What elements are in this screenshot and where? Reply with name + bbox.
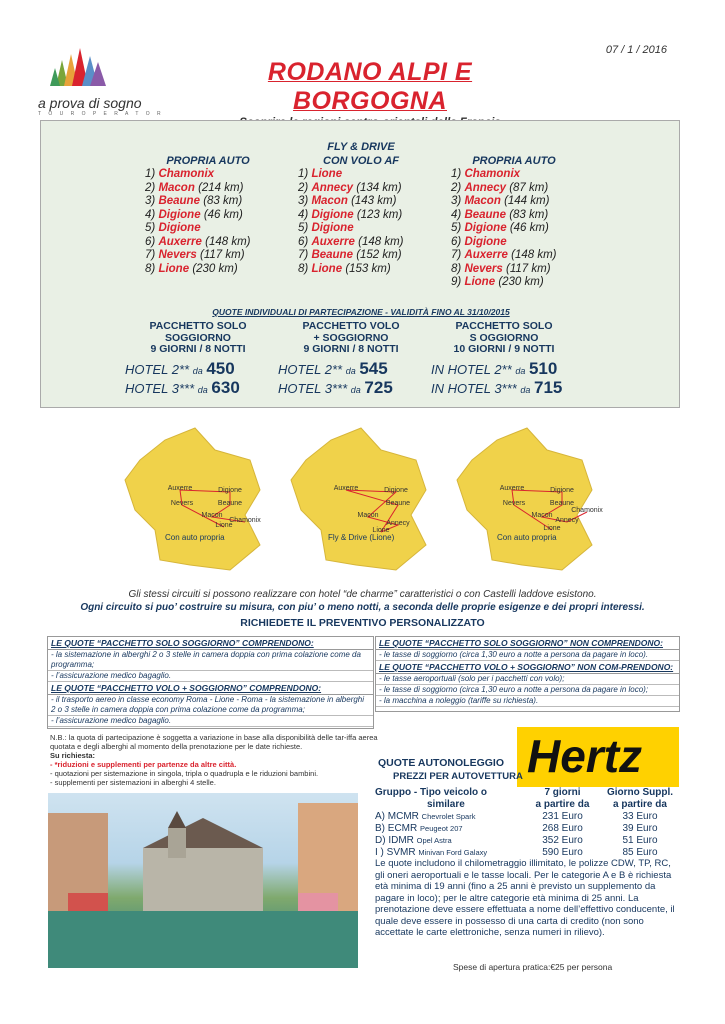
itinerary-stop <box>439 236 589 250</box>
stop-distance: (123 km) <box>356 208 403 221</box>
france-map-3 <box>457 428 603 570</box>
from-label: da <box>345 366 356 376</box>
rental-code: D) IDMR <box>375 835 414 846</box>
package-3 <box>429 321 579 356</box>
from-label: da <box>520 385 531 395</box>
caption-bold: Ogni circuito si puo’ costruire su misura, con piu’ o meno notti, a seconda delle proprie esigenze e dei propri interessi. <box>80 602 645 613</box>
itinerary-stop <box>439 195 589 209</box>
hotel-label: HOTEL 3*** <box>278 381 348 396</box>
rental-model: Peugeot 207 <box>420 824 463 833</box>
rental-code: I ) SVMR <box>375 847 416 858</box>
hertz-logo <box>517 727 679 787</box>
itinerary-stop <box>439 182 589 196</box>
itinerary-stop <box>286 249 436 263</box>
rental-group <box>375 823 525 835</box>
includes-volo-line: - l’assicurazione medico bagaglio. <box>48 716 373 727</box>
stop-num: 3) <box>451 195 462 207</box>
stop-distance: (153 km) <box>345 262 391 275</box>
rental-day-price: 33 Euro <box>622 811 658 822</box>
stop-num: 5) <box>145 222 156 234</box>
rental-row <box>375 835 680 847</box>
stop-num: 8) <box>145 262 156 275</box>
france-shape <box>457 428 592 570</box>
rental-col: Gruppo - Tipo veicolo o <box>375 787 488 798</box>
itinerary-stop <box>286 182 436 196</box>
stop-num: 7) <box>451 249 462 261</box>
map-city-label: Nevers <box>502 500 526 507</box>
stop-city: Nevers <box>464 262 503 275</box>
itinerary-stop <box>439 249 589 263</box>
stop-city: Auxerre <box>158 235 202 248</box>
map-city-label: Annecy <box>555 517 579 524</box>
map-caption: Con auto propria <box>497 533 557 542</box>
car-rental-sub: PREZZI PER AUTOVETTURA <box>393 771 523 782</box>
logo-subtitle: T O U R O P E R A T O R <box>38 111 164 117</box>
price-row <box>278 378 393 398</box>
rental-week-price: 268 Euro <box>542 823 583 834</box>
rental-model: Minivan Ford Galaxy <box>418 848 488 857</box>
package-line: + SOGGIORNO <box>313 331 389 344</box>
rental-model: Chevrolet Spark <box>421 812 476 821</box>
request-quote: RICHIEDETE IL PREVENTIVO PERSONALIZZATO <box>240 617 485 629</box>
stop-num: 6) <box>145 235 156 248</box>
itinerary-stop <box>286 209 436 223</box>
stop-distance: (117 km) <box>506 262 551 275</box>
itinerary-stop <box>286 195 436 209</box>
stop-city: Chamonix <box>464 168 521 180</box>
stop-distance: (46 km) <box>203 208 243 221</box>
logo-name: a prova di sogno <box>38 95 142 111</box>
includes-solo-head: LE QUOTE “PACCHETTO SOLO SOGGIORNO” COMPRENDONO: <box>48 637 373 650</box>
stop-num: 4) <box>451 208 462 221</box>
itinerary-stop <box>439 222 589 236</box>
rental-week-price: 590 Euro <box>542 847 583 858</box>
itinerary-stop <box>286 222 436 236</box>
rental-header <box>375 787 680 799</box>
stop-num: 1) <box>451 168 462 180</box>
stop-distance: (46 km) <box>509 222 549 234</box>
excludes-volo-line: - le tasse di soggiorno (circa 1,30 euro a notte a persona da pagare in loco); <box>376 685 679 696</box>
stop-num: 2) <box>298 181 309 194</box>
hertz-wordmark: Hertz <box>527 730 643 782</box>
stop-city: Digione <box>464 222 507 234</box>
note-line: - supplementi per sistemazioni in alberghi 4 stelle. <box>50 778 216 787</box>
price-row <box>278 359 388 379</box>
itinerary-stop <box>133 222 283 236</box>
stop-city: Chamonix <box>158 168 215 180</box>
map-city-label: Digione <box>218 487 242 494</box>
price-row <box>431 359 557 379</box>
stop-city: Auxerre <box>311 235 355 248</box>
stop-num: 2) <box>451 181 462 194</box>
price: 510 <box>528 359 558 378</box>
stop-city: Lione <box>311 168 343 180</box>
itinerary-stop <box>133 263 283 277</box>
stop-num: 2) <box>145 181 156 194</box>
from-label: da <box>197 385 208 395</box>
itinerary-stop <box>133 182 283 196</box>
rental-col: Giorno Suppl. <box>606 787 674 798</box>
itinerary-stop <box>133 195 283 209</box>
stop-num: 3) <box>298 195 309 207</box>
stop-num: 4) <box>298 208 309 221</box>
package-line: SOGGIORNO <box>165 331 231 344</box>
stop-city: Lione <box>158 262 190 275</box>
stop-distance: (87 km) <box>509 181 549 194</box>
rental-week-price: 352 Euro <box>542 835 583 846</box>
hotel-label: HOTEL 2** <box>278 362 343 377</box>
includes-volo-line: - il trasporto aereo in classe economy Roma - Lione - Roma - la sistemazione in alberghi 2 o 3 stelle in camera doppia con prima colazione come da programma; <box>48 695 373 716</box>
stop-distance: (148 km) <box>358 235 404 248</box>
excludes-volo-line: - la macchina a noleggio (tariffe su richiesta). <box>376 696 679 707</box>
includes-solo-line: - la sistemazione in alberghi 2 o 3 stelle in camera doppia con prima colazione come da programma; <box>48 650 373 671</box>
package-line: 10 GIORNI / 9 NOTTI <box>453 343 555 355</box>
from-label: da <box>192 366 203 376</box>
photo-illustration <box>48 793 358 968</box>
rental-group <box>375 811 525 823</box>
stop-num: 7) <box>145 249 156 261</box>
rental-note: Le quote includono il chilometraggio illimitato, le polizze CDW, TP, RC, gli oneri aeroportuali e le tasse locali. Per le categorie A e B è richiesta età minima di 19 anni (fino a 25 anni è previsto un supplemento da pagare in loco); per le altre categorie età minima di 25 anni. La prenotazione deve essere effettuata a nome dell’effettivo conducente, il quale deve essere in possesso di una carta di credito (non sono accettate le carte elettroniche, senza numeri in rilievo). <box>375 858 675 938</box>
stop-num: 3) <box>145 195 156 207</box>
itinerary-head: PROPRIA AUTO <box>166 155 250 167</box>
annecy-photo <box>48 793 358 968</box>
car-rental-head: QUOTE AUTONOLEGGIO <box>378 757 505 769</box>
stop-num: 6) <box>451 235 462 248</box>
price: 545 <box>359 359 388 378</box>
map-city-label: Nevers <box>170 500 194 507</box>
rental-group <box>375 835 525 847</box>
stop-distance: (83 km) <box>203 195 243 207</box>
excludes-box <box>375 636 680 712</box>
france-maps <box>120 420 620 580</box>
stop-city: Nevers <box>158 249 197 261</box>
stop-city: Digione <box>158 222 201 234</box>
stop-city: Digione <box>311 222 354 234</box>
map-city-label: Beaune <box>385 500 411 507</box>
map-city-label: Macon <box>357 512 379 519</box>
stop-city: Macon <box>311 195 348 207</box>
package-line: 9 GIORNI / 8 NOTTI <box>150 343 246 355</box>
stop-num: 1) <box>298 168 309 180</box>
stop-num: 6) <box>298 235 309 248</box>
package-line: PACCHETTO SOLO <box>455 320 553 332</box>
itinerary-2 <box>286 141 436 276</box>
itinerary-head <box>439 141 589 155</box>
package-line: PACCHETTO SOLO <box>149 320 247 332</box>
itinerary-stop <box>133 209 283 223</box>
note-line: - quotazioni per sistemazione in singola, tripla o quadrupla e le riduzioni bambini. <box>50 769 319 778</box>
hotel-label: IN HOTEL 3*** <box>431 381 517 396</box>
map-caption: Fly & Drive (Lione) <box>328 533 395 542</box>
stop-num: 7) <box>298 249 309 261</box>
price: 725 <box>364 378 393 397</box>
stop-distance: (214 km) <box>198 181 244 194</box>
stop-distance: (144 km) <box>504 195 550 207</box>
price-row <box>431 378 562 398</box>
stop-city: Digione <box>158 208 201 221</box>
itinerary-stop <box>133 249 283 263</box>
map-city-label: Macon <box>531 512 553 519</box>
stop-city: Beaune <box>311 249 353 261</box>
map-city-label: Digione <box>384 487 408 494</box>
map-city-label: Digione <box>550 487 574 494</box>
stop-num: 5) <box>298 222 309 234</box>
itinerary-stop <box>286 236 436 250</box>
caption <box>40 588 685 614</box>
price: 715 <box>534 378 563 397</box>
logo-icon <box>38 46 118 86</box>
package-2 <box>276 321 426 356</box>
itinerary-head: PROPRIA AUTO <box>472 155 556 167</box>
stop-distance: (230 km) <box>498 276 544 288</box>
france-shape <box>125 428 260 570</box>
rental-col: similare <box>427 799 465 810</box>
price-row <box>125 359 235 379</box>
map-city-label: Auxerre <box>333 485 359 492</box>
caption-line-bold <box>40 601 685 614</box>
itinerary-stop <box>133 236 283 250</box>
price: 450 <box>206 359 235 378</box>
itinerary-stop <box>439 209 589 223</box>
stop-city: Digione <box>464 235 507 248</box>
stop-city: Lione <box>464 276 496 288</box>
itinerary-stop <box>439 276 589 290</box>
includes-solo-line: - l’assicurazione medico bagaglio. <box>48 671 373 682</box>
france-map-2 <box>291 428 426 570</box>
map-city-label: Lione <box>372 527 390 534</box>
excludes-volo-line: - le tasse aeroportuali (solo per i pacchetti con volo); <box>376 674 679 685</box>
stop-num: 8) <box>451 262 462 275</box>
excludes-solo-head: LE QUOTE “PACCHETTO SOLO SOGGIORNO” NON COMPRENDONO: <box>376 637 679 650</box>
stop-city: Macon <box>464 195 501 207</box>
stop-city: Annecy <box>311 181 353 194</box>
stop-distance: (152 km) <box>356 249 402 261</box>
rental-col: a partire da <box>535 799 590 810</box>
itinerary-stop <box>439 263 589 277</box>
stop-distance: (83 km) <box>509 208 549 221</box>
rental-code: A) MCMR <box>375 811 419 822</box>
rental-day-price: 39 Euro <box>622 823 658 834</box>
stop-distance: (134 km) <box>356 181 402 194</box>
hotel-label: HOTEL 2** <box>125 362 190 377</box>
stop-num: 5) <box>451 222 462 234</box>
car-rental-title <box>378 757 523 783</box>
note-line: - *riduzioni e supplementi per partenze da altre città. <box>50 760 237 769</box>
date: 07 / 1 / 2016 <box>605 44 667 56</box>
rental-header <box>375 799 680 811</box>
price-row <box>125 378 240 398</box>
itinerary-stop <box>286 168 436 182</box>
package-line: S OGGIORNO <box>469 331 539 344</box>
itinerary-stop <box>439 168 589 182</box>
map-city-label: Macon <box>201 512 223 519</box>
stop-city: Lione <box>311 262 343 275</box>
rental-code: B) ECMR <box>375 823 418 834</box>
car-rental-table <box>375 787 680 859</box>
note-line: N.B.: la quota di partecipazione è soggetta a variazione in base alla disponibilità delle tar-iffa aerea quotata e degli alberghi al momento della prenotazione per le date richieste. <box>50 733 378 751</box>
itinerary-head: FLY & DRIVE <box>327 141 395 153</box>
stop-city: Macon <box>158 181 195 194</box>
itinerary-stop <box>286 263 436 277</box>
rental-day-price: 51 Euro <box>622 835 658 846</box>
stop-distance: (230 km) <box>192 262 238 275</box>
map-city-label: Auxerre <box>167 485 193 492</box>
stop-city: Beaune <box>158 195 200 207</box>
rental-col: a partire da <box>613 799 667 810</box>
rental-col: 7 giorni <box>544 787 581 798</box>
booking-fee: Spese di apertura pratica:€25 per persona <box>453 962 613 972</box>
rental-row <box>375 811 680 823</box>
map-city-label: Chamonix <box>229 517 261 524</box>
itinerary-1 <box>133 141 283 276</box>
stop-distance: (117 km) <box>200 249 245 261</box>
rental-week-price: 231 Euro <box>542 811 583 822</box>
stop-distance: (148 km) <box>511 249 557 261</box>
caption-line: Gli stessi circuiti si possono realizzare con hotel “de charme” caratteristici o con Castelli laddove esistono. <box>128 589 597 600</box>
hotel-label: IN HOTEL 2** <box>431 362 512 377</box>
includes-volo-head: LE QUOTE “PACCHETTO VOLO + SOGGIORNO” COMPRENDONO: <box>48 682 373 695</box>
from-label: da <box>350 385 361 395</box>
france-shape <box>291 428 426 570</box>
map-city-label: Beaune <box>217 500 243 507</box>
stop-city: Annecy <box>464 181 506 194</box>
stop-num: 1) <box>145 168 156 180</box>
note-line: Su richiesta: <box>50 751 96 760</box>
map-city-label: Auxerre <box>499 485 525 492</box>
quote-validity: QUOTE INDIVIDUALI DI PARTECIPAZIONE - VALIDITÀ FINO AL 31/10/2015 <box>212 307 510 317</box>
logo <box>38 46 168 117</box>
from-label: da <box>515 366 526 376</box>
itinerary-head: CON VOLO AF <box>323 155 399 167</box>
map-caption: Con auto propria <box>165 533 225 542</box>
stop-num: 8) <box>298 262 309 275</box>
stop-city: Beaune <box>464 208 506 221</box>
package-line: PACCHETTO VOLO <box>302 320 400 332</box>
stop-city: Digione <box>311 208 354 221</box>
rental-row <box>375 823 680 835</box>
itineraries-box <box>40 120 680 408</box>
france-map-1 <box>125 428 261 570</box>
stop-num: 9) <box>451 276 462 288</box>
stop-distance: (148 km) <box>205 235 251 248</box>
map-city-label: Chamonix <box>571 507 603 514</box>
excludes-volo-head: LE QUOTE “PACCHETTO VOLO + SOGGIORNO” NON COM-PRENDONO: <box>376 661 679 674</box>
includes-box <box>47 636 374 729</box>
rental-day-price: 85 Euro <box>622 847 658 858</box>
stop-city: Auxerre <box>464 249 508 261</box>
page-title: RODANO ALPI E BORGOGNA <box>267 58 473 115</box>
package-line: 9 GIORNI / 8 NOTTI <box>303 343 399 355</box>
notes <box>50 733 380 787</box>
map-city-label: Beaune <box>549 500 575 507</box>
itinerary-stop <box>133 168 283 182</box>
map-city-label: Annecy <box>386 520 410 527</box>
itinerary-3 <box>439 141 589 290</box>
excludes-solo-line: - le tasse di soggiorno (circa 1,30 euro a notte a persona da pagare in loco). <box>376 650 679 661</box>
rental-model: Opel Astra <box>416 836 452 845</box>
map-city-label: Lione <box>215 522 233 529</box>
stop-num: 4) <box>145 208 156 221</box>
map-city-label: Lione <box>543 525 561 532</box>
hotel-label: HOTEL 3*** <box>125 381 195 396</box>
stop-distance: (143 km) <box>351 195 397 207</box>
package-1 <box>123 321 273 356</box>
itinerary-head <box>133 141 283 155</box>
maps <box>120 420 620 580</box>
price: 630 <box>211 378 240 397</box>
